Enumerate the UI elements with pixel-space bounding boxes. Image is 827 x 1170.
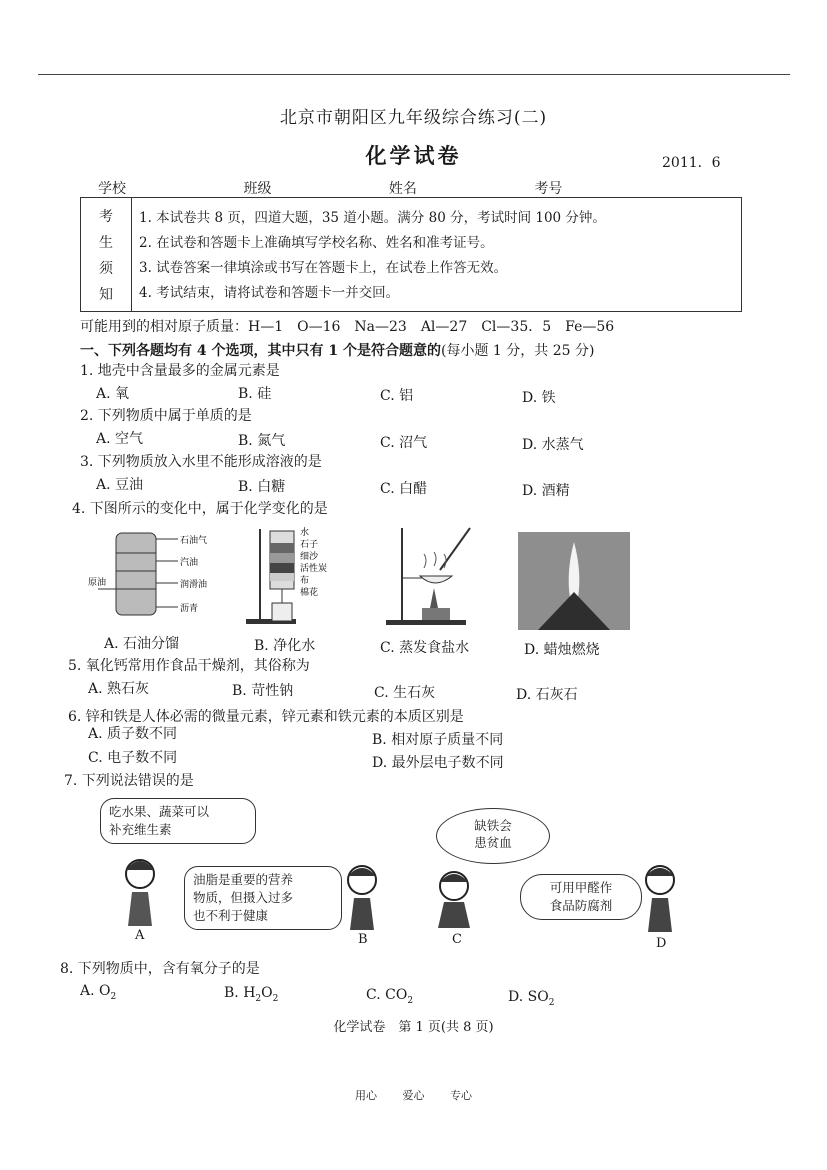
question-2: 2. 下列物质中属于单质的是 xyxy=(80,408,252,424)
label-cotton: 棉花 xyxy=(300,588,319,598)
option-4c[interactable]: C. 蒸发食盐水 xyxy=(380,640,470,656)
question-8: 8. 下列物质中，含有氧分子的是 xyxy=(60,961,260,977)
glass-rod xyxy=(440,528,470,570)
label-sand: 细沙 xyxy=(300,552,319,562)
person-d-icon xyxy=(636,862,686,932)
field-id-label: 考号 xyxy=(534,181,563,197)
atomic-masses: 可能用到的相对原子质量：H—1 O—16 Na—23 Al—27 Cl—35．5 Fe—56 xyxy=(80,319,615,335)
label-stone: 石子 xyxy=(300,540,319,550)
option-1c[interactable]: C. 铝 xyxy=(380,388,414,404)
speech-bubble-d: 可用甲醛作 食品防腐剂 xyxy=(520,874,642,920)
field-id-blank[interactable] xyxy=(562,183,667,198)
notice-item: 1. 本试卷共 8 页，四道大题，35 道小题。满分 80 分，考试时间 100 分钟。 xyxy=(139,210,606,226)
option-4a[interactable]: A. 石油分馏 xyxy=(104,636,180,652)
section-heading: 一、下列各题均有 4 个选项，其中只有 1 个是符合题意的(每小题 1 分，共 25 分) xyxy=(80,343,595,359)
figure-candle-photo xyxy=(518,532,630,630)
option-5d[interactable]: D. 石灰石 xyxy=(516,687,578,703)
person-c-icon xyxy=(430,868,480,928)
label-lpg: 石油气 xyxy=(180,536,208,546)
exam-notice-box xyxy=(80,197,742,312)
option-7d[interactable]: D xyxy=(656,936,667,951)
speech-bubble-b: 油脂是重要的营养 物质，但摄入过多 也不利于健康 xyxy=(184,866,342,930)
option-7b[interactable]: B xyxy=(358,932,368,947)
notice-items xyxy=(139,206,606,306)
option-1a[interactable]: A. 氧 xyxy=(96,386,130,402)
exam-date: 2011．6 xyxy=(662,155,721,171)
figure-evaporation xyxy=(380,522,490,630)
evaporating-dish xyxy=(420,576,452,583)
info-fields xyxy=(98,178,675,198)
label-water: 水 xyxy=(300,528,310,538)
option-4d[interactable]: D. 蜡烛燃烧 xyxy=(524,642,600,658)
option-2d[interactable]: D. 水蒸气 xyxy=(522,437,584,453)
option-5a[interactable]: A. 熟石灰 xyxy=(88,681,150,697)
exam-title: 北京市朝阳区九年级综合练习(二) xyxy=(279,108,548,128)
option-8a[interactable]: A. $O_2$ xyxy=(80,983,117,1002)
label-cloth: 布 xyxy=(300,576,310,586)
layer-carbon xyxy=(270,563,294,573)
thought-cloud-c: 缺铁会 患贫血 xyxy=(436,808,550,864)
option-8c[interactable]: C. $CO_2$ xyxy=(366,987,414,1006)
layer-stone xyxy=(270,543,294,553)
option-7a[interactable]: A xyxy=(135,928,145,943)
option-8d[interactable]: D. $SO_2$ xyxy=(508,989,555,1008)
question-6: 6. 锌和铁是人体必需的微量元素，锌元素和铁元素的本质区别是 xyxy=(68,709,464,725)
label-asphalt: 沥青 xyxy=(180,604,199,614)
option-1b[interactable]: B. 硅 xyxy=(238,386,272,402)
question-5: 5. 氧化钙常用作食品干燥剂，其俗称为 xyxy=(68,658,310,674)
field-name-label: 姓名 xyxy=(388,181,417,197)
option-2b[interactable]: B. 氮气 xyxy=(238,433,286,449)
field-class-blank[interactable] xyxy=(271,183,376,198)
question-1: 1. 地壳中含量最多的金属元素是 xyxy=(80,363,280,379)
beaker xyxy=(272,603,292,621)
layer-sand xyxy=(270,553,294,563)
alcohol-lamp xyxy=(422,608,450,620)
option-6b[interactable]: B. 相对原子质量不同 xyxy=(372,732,504,748)
option-6c[interactable]: C. 电子数不同 xyxy=(88,750,178,766)
option-5c[interactable]: C. 生石灰 xyxy=(374,685,436,701)
notice-item: 2. 在试卷和答题卡上准确填写学校名称、姓名和准考证号。 xyxy=(139,235,494,251)
speech-bubble-a: 吃水果、蔬菜可以 补充维生素 xyxy=(100,798,256,844)
option-6d[interactable]: D. 最外层电子数不同 xyxy=(372,755,504,771)
figure-water-filter xyxy=(238,525,358,630)
option-2c[interactable]: C. 沼气 xyxy=(380,435,428,451)
question-7: 7. 下列说法错误的是 xyxy=(64,773,194,789)
stand-base xyxy=(386,620,466,625)
top-rule xyxy=(38,74,790,75)
field-name-blank[interactable] xyxy=(417,183,522,198)
option-2a[interactable]: A. 空气 xyxy=(96,431,144,447)
field-class-label: 班级 xyxy=(243,181,272,197)
option-1d[interactable]: D. 铁 xyxy=(522,390,556,406)
field-school-label: 学校 xyxy=(98,181,126,197)
figure-oil-distillation xyxy=(88,525,228,630)
bottom-slogan: 用心 爱心 专心 xyxy=(355,1089,472,1102)
person-a-icon xyxy=(118,856,168,926)
notice-item: 3. 试卷答案一律填涂或书写在答题卡上，在试卷上作答无效。 xyxy=(139,260,508,276)
label-lube: 润滑油 xyxy=(180,580,208,590)
tower-body xyxy=(116,533,156,615)
option-8b[interactable]: B. $H_2O_2$ xyxy=(224,985,279,1004)
field-school-blank[interactable] xyxy=(126,183,231,198)
option-3b[interactable]: B. 白糖 xyxy=(238,479,286,495)
notice-item: 4. 考试结束，请将试卷和答题卡一并交回。 xyxy=(139,285,400,301)
option-3c[interactable]: C. 白醋 xyxy=(380,481,428,497)
question-3: 3. 下列物质放入水里不能形成溶液的是 xyxy=(80,454,322,470)
subject-title: 化学试卷 xyxy=(365,143,462,168)
layer-cloth xyxy=(270,573,294,581)
option-7c[interactable]: C xyxy=(452,932,462,947)
option-3d[interactable]: D. 酒精 xyxy=(522,483,570,499)
option-5b[interactable]: B. 苛性钠 xyxy=(232,683,294,699)
option-3a[interactable]: A. 豆油 xyxy=(96,477,144,493)
label-gasoline: 汽油 xyxy=(180,558,199,568)
option-4b[interactable]: B. 净化水 xyxy=(254,638,316,654)
option-6a[interactable]: A. 质子数不同 xyxy=(88,726,178,742)
person-b-icon xyxy=(338,860,388,930)
label-carbon: 活性炭 xyxy=(300,564,328,574)
page-footer: 化学试卷 第 1 页(共 8 页) xyxy=(333,1020,494,1035)
label-crude: 原油 xyxy=(88,578,107,588)
notice-side-label: 考 生 须 知 xyxy=(81,198,132,311)
question-4: 4. 下图所示的变化中，属于化学变化的是 xyxy=(72,501,328,517)
